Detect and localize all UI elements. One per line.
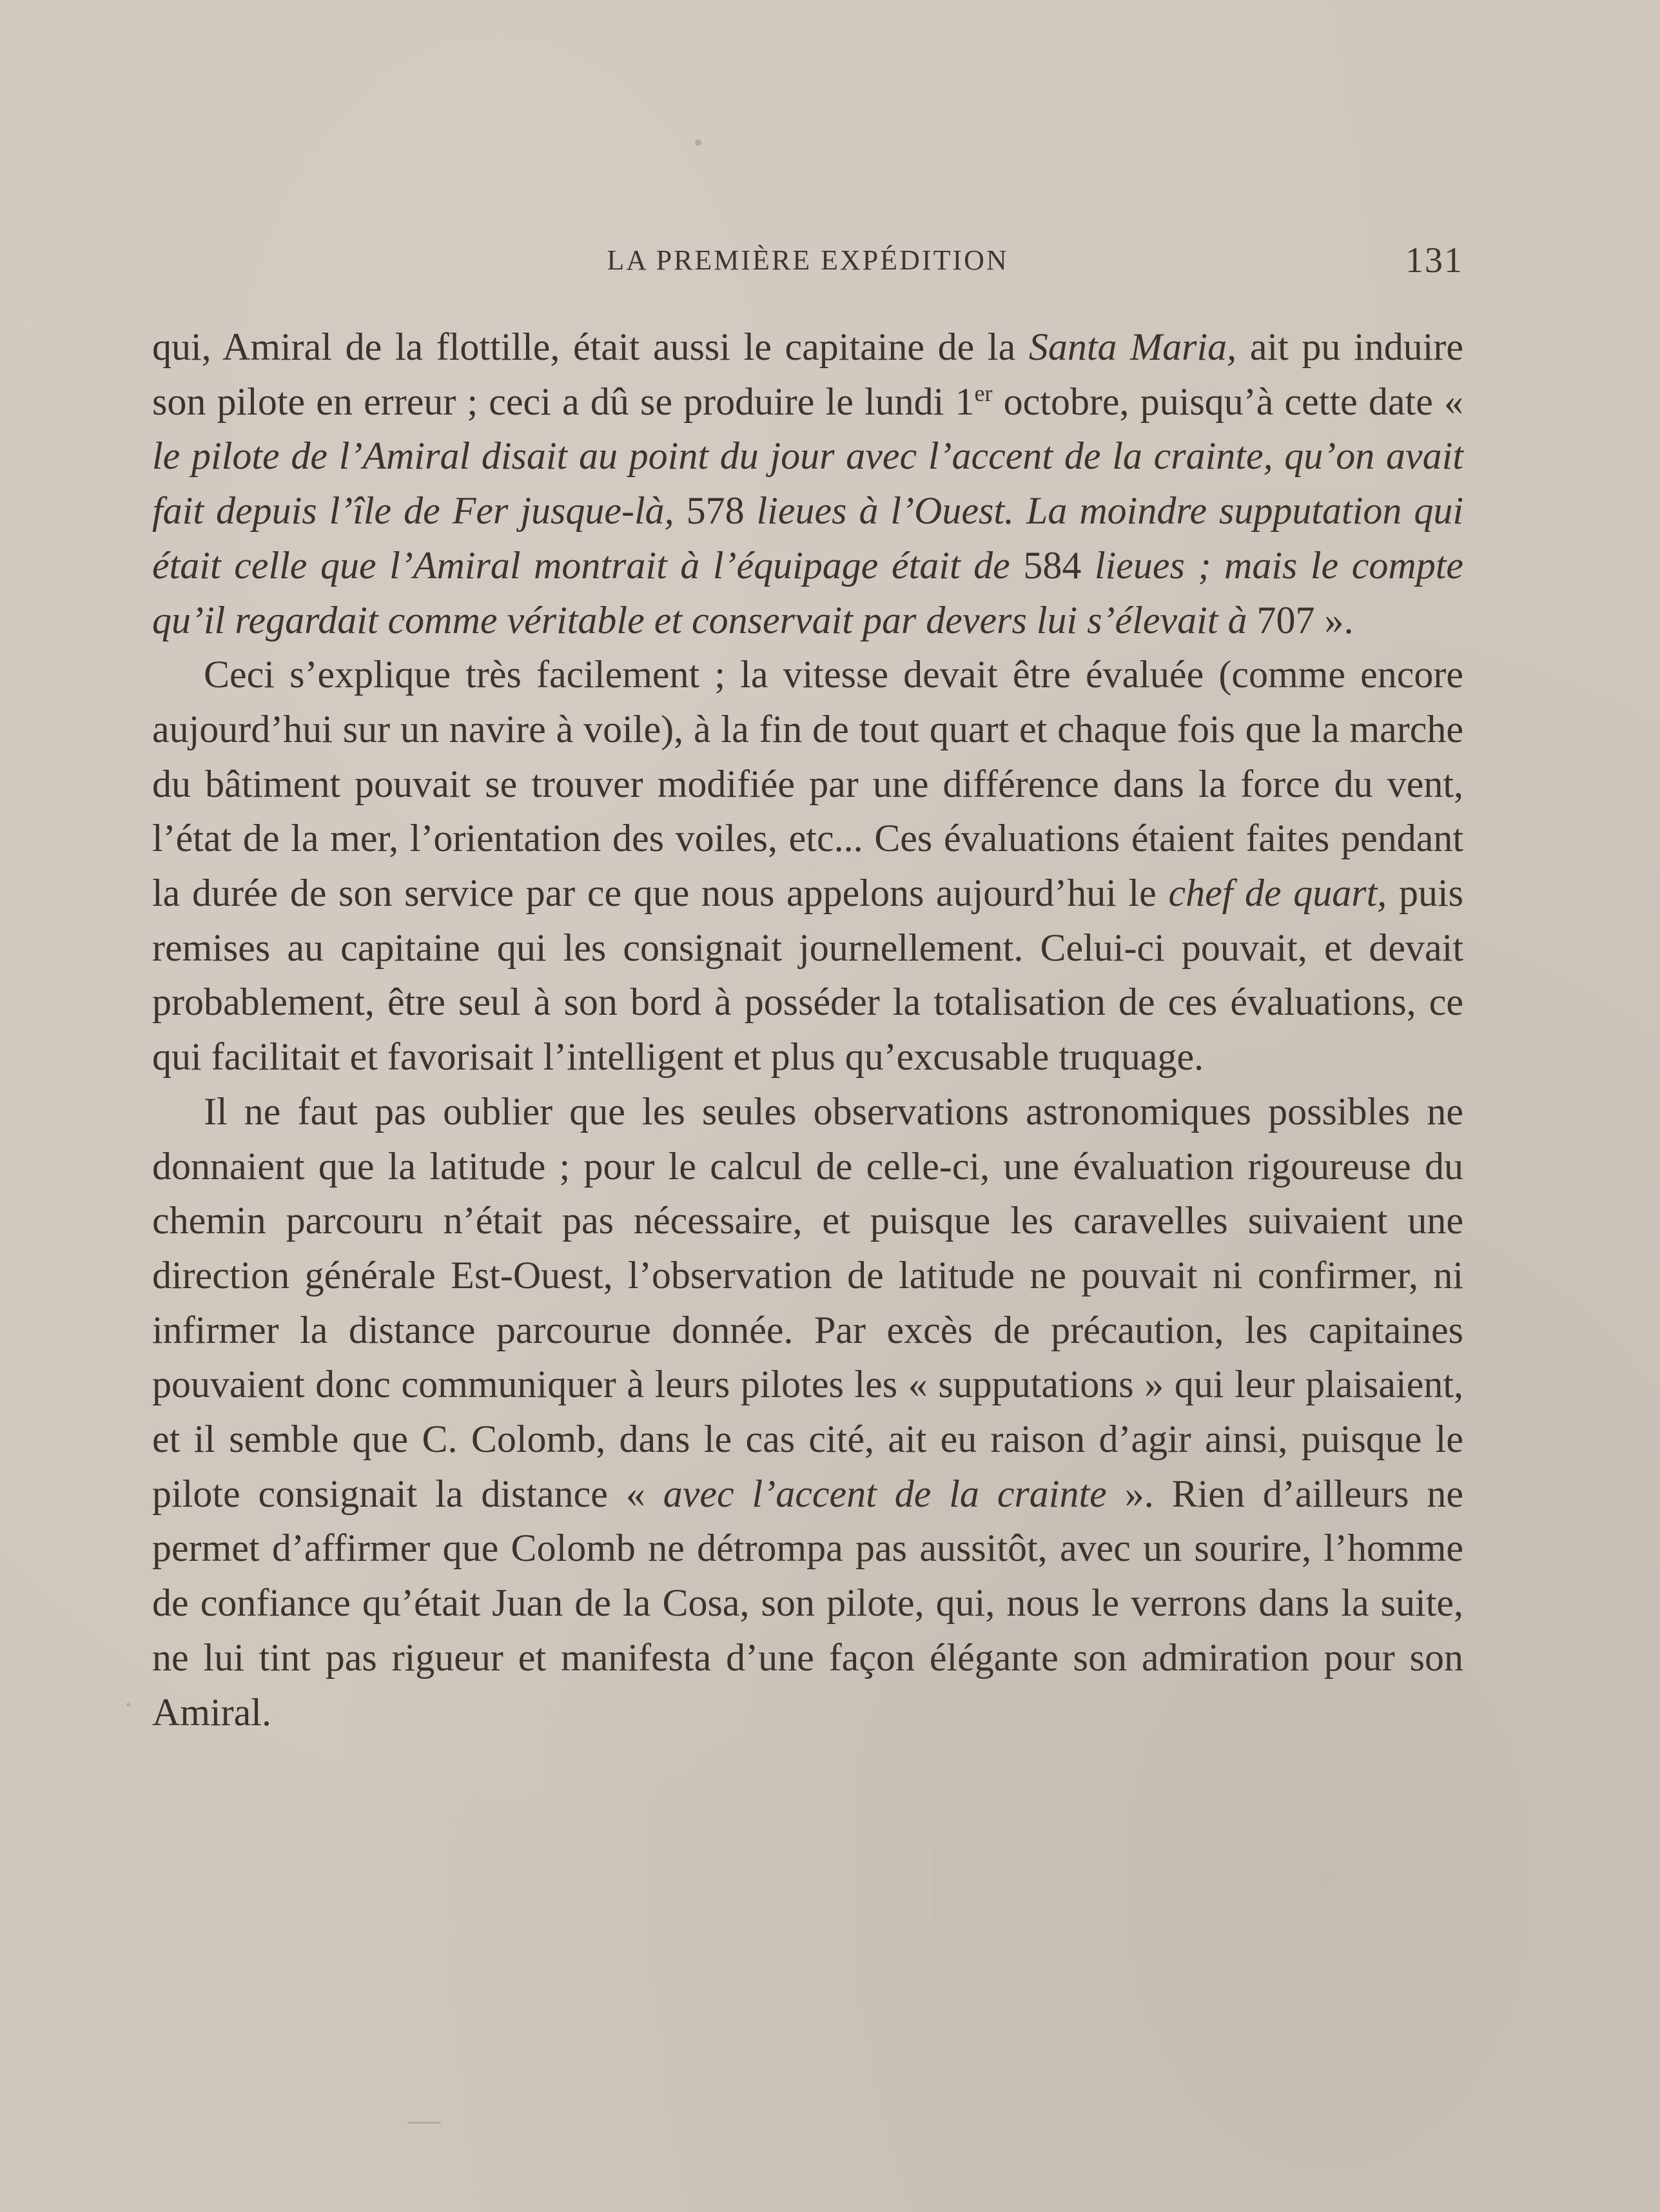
- text-run: Ceci s’explique très facilement ; la vitesse devait être évaluée (comme encore aujourd’hui sur un navire à voile), à la fin de tout quart et chaque fois que la marche du bâtiment pouvait se trouver modifiée par une différence dans la force du vent, l’état de la mer, l’orientation des voiles, etc... Ces évaluations étaient faites pendant la durée de son service par ce que nous appelons aujourd’hui le: [152, 653, 1463, 915]
- quotation: lieues ; mais le compte qu’il regardait comme véritable et conservait par devers lui s’élevait à: [152, 543, 1464, 641]
- text-run: qui, Amiral de la flottille, était aussi le capitaine de la: [152, 326, 1029, 368]
- ship-name: Santa Maria,: [1028, 326, 1237, 368]
- quotation: avec l’accent de la crainte: [663, 1472, 1107, 1515]
- running-title: LA PREMIÈRE EXPÉDITION: [607, 244, 1009, 276]
- running-head: [152, 240, 1463, 285]
- number: 584: [1010, 543, 1095, 587]
- text-run: puis remises au capitaine qui les consignait journellement. Celui-ci pouvait, et devait probablement, être seul à son bord à posséder la totalisation de ces évaluations, ce qui facilitait et favorisait l’intelligent et plus qu’excusable truquage.: [152, 872, 1463, 1079]
- page-number: 131: [1405, 240, 1463, 280]
- paragraph: [152, 320, 1463, 647]
- ordinal-suffix: er: [974, 380, 993, 406]
- paragraph: [152, 647, 1463, 1084]
- quotation: lieues à l’Ouest. La moindre supputation qui était celle que l’Amiral montrait à l’équipage était de: [152, 489, 1464, 587]
- text-run: ait pu induire son pilote en erreur ; ceci a dû se produire le lundi 1: [152, 326, 1464, 423]
- number: 707 ».: [1247, 598, 1354, 641]
- text-run: octobre, puisqu’à cette date «: [992, 380, 1463, 423]
- bottom-dash: [407, 2122, 441, 2124]
- paragraph: [152, 1084, 1463, 1739]
- number: 578: [674, 489, 757, 533]
- quotation: le pilote de l’Amiral disait au point du jour avec l’accent de la crainte, qu’on avait fait depuis l’île de Fer jusque-là,: [152, 435, 1463, 533]
- body-text: [152, 320, 1463, 1739]
- text-run: Il ne faut pas oublier que les seules observations astronomiques possibles ne donnaient que la latitude ; pour le calcul de celle-ci, une évaluation rigoureuse du chemin parcouru n’était pas nécessaire, et puisque les caravelles suivaient une direction générale Est-Ouest, l’observation de latitude ne pouvait ni confirmer, ni infirmer la distance parcourue donnée. Par excès de précaution, les capitaines pouvaient donc communiquer à leurs pilotes les « supputations » qui leur plaisaient, et il semble que C. Colomb, dans le cas cité, ait eu raison d’agir ainsi, puisque le pilote consignait la distance «: [152, 1090, 1463, 1515]
- emphasis: chef de quart,: [1168, 872, 1387, 915]
- text-run: ». Rien d’ailleurs ne permet d’affirmer que Colomb ne détrompa pas aussitôt, avec un sourire, l’homme de confiance qu’était Juan de la Cosa, son pilote, qui, nous le verrons dans la suite, ne lui tint pas rigueur et manifesta d’une façon élégante son admiration pour son Amiral.: [152, 1472, 1463, 1734]
- paper-speck: [126, 1703, 130, 1707]
- paper-speck: [695, 139, 701, 146]
